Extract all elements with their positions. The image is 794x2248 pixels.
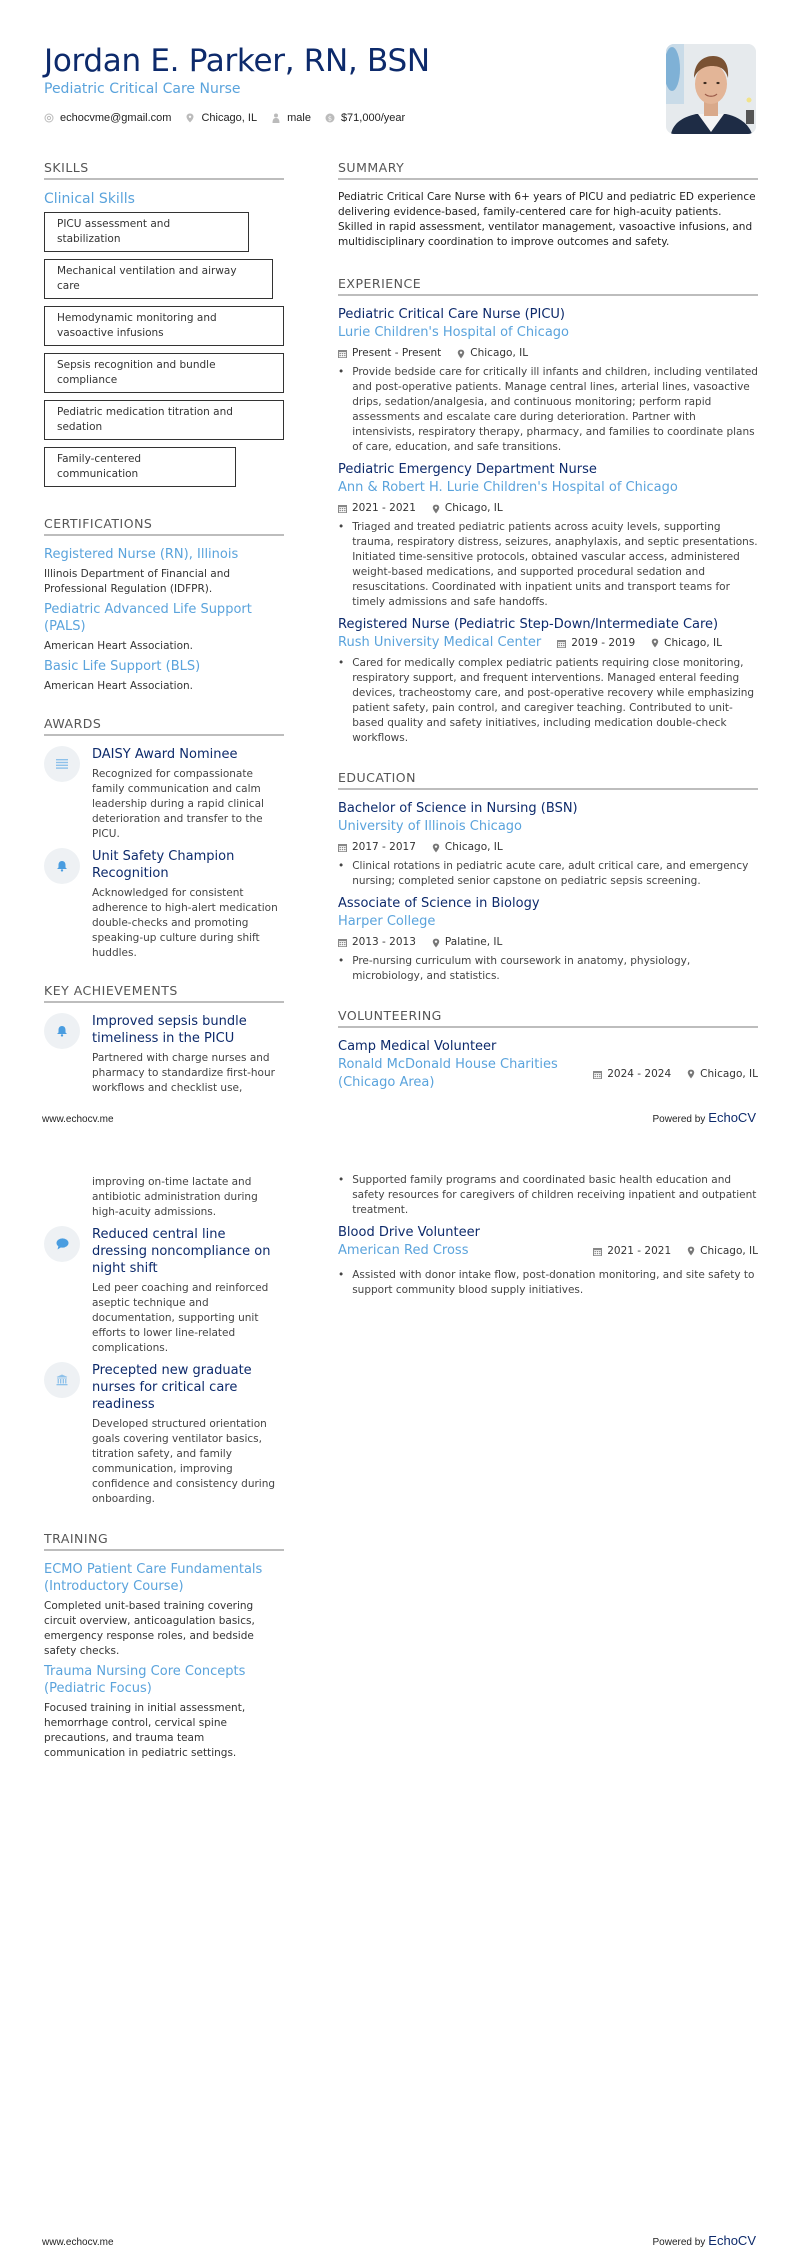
skills-section [44,160,284,494]
job-location: Chicago, IL [664,636,722,649]
contact-location [185,112,257,124]
achievement-item [44,1226,284,1356]
certification-issuer: Illinois Department of Financial and Professional Regulation (IDFPR). [44,568,231,595]
calendar-icon [338,843,347,852]
training-title: ECMO Patient Care Fundamentals (Introductory Course) [44,1562,263,1594]
volunteer-organization: Ronald McDonald House Charities (Chicago Area) [338,1057,558,1090]
certification-issuer: American Heart Association. [44,680,193,692]
award-title: DAISY Award Nominee [92,747,238,762]
education-dates: 2017 - 2017 [352,841,416,853]
left-column-continued [44,1175,284,1765]
awards-heading: AWARDS [44,716,284,736]
training-section [44,1531,284,1761]
at-icon [44,113,54,123]
skill-tag: Pediatric medication titration and sedation [44,400,284,440]
experience-item [338,616,758,746]
certification-title: Registered Nurse (RN), Illinois [44,547,239,562]
calendar-icon [338,504,347,513]
job-organization: Ann & Robert H. Lurie Children's Hospital of Chicago [338,480,678,495]
location-pin-icon [651,638,659,648]
footer-url[interactable]: www.echocv.me [42,2237,114,2248]
candidate-title: Pediatric Critical Care Nurse [44,81,241,97]
job-organization: Rush University Medical Center [338,635,542,650]
education-bullet: • Pre-nursing curriculum with coursework in anatomy, physiology, microbiology, and statistics. [338,955,691,982]
volunteering-section [338,1008,758,1092]
left-column [44,160,284,1102]
contact-list [44,112,644,124]
location-pin-icon [432,843,440,853]
profile-photo [666,44,756,134]
job-location: Chicago, IL [470,347,529,359]
job-bullet: • Cared for medically complex pediatric patients requiring close monitoring, respiratory support, and frequent interventions. Managed enteral feeding devices, tracheostomy care, and post-operative recovery while emphasizing patient safety, pain control, and caregiver teaching. Contributed to unit-based quality and safety initiatives, including medication double-check workflows. [338,657,755,744]
resume-header [44,42,644,124]
skill-tag: Sepsis recognition and bundle compliance [44,353,284,393]
right-column [338,160,758,1092]
training-item [44,1663,284,1761]
location-pin-icon [457,349,465,359]
achievement-item [44,1362,284,1507]
award-item [44,746,284,842]
certification-item [44,658,284,694]
education-meta [338,840,758,855]
volunteer-meta [593,1244,758,1259]
job-organization: Lurie Children's Hospital of Chicago [338,325,569,340]
education-item [338,800,758,889]
experience-heading: EXPERIENCE [338,276,758,296]
certification-title: Pediatric Advanced Life Support (PALS) [44,602,252,634]
training-description: Completed unit-based training covering circuit overview, anticoagulation basics, emergency response roles, and bedside safety checks. [44,1600,255,1657]
skill-tag: Hemodynamic monitoring and vasoactive infusions [44,306,284,346]
award-item [44,848,284,961]
job-location: Chicago, IL [444,502,503,514]
education-meta [338,935,758,950]
contact-salary [325,112,405,124]
summary-text: Pediatric Critical Care Nurse with 6+ years of PICU and pediatric ED experience delivering evidence-based, family-centered care for high-acuity patients. Skilled in rapid assessment, ventilator management, vasoactive infusions, and multidisciplinary coordination to improve outcomes and safety. [338,191,756,248]
certifications-section [44,516,284,694]
contact-email[interactable] [44,112,171,124]
training-title: Trauma Nursing Core Concepts (Pediatric Focus) [44,1664,246,1696]
volunteer-dates: 2024 - 2024 [607,1067,672,1080]
resume-page-2 [0,1123,794,2246]
volunteer-bullet: • Supported family programs and coordinated basic health education and safety resources for caregivers of children receiving inpatient and outpatient treatment. [338,1174,757,1216]
certifications-heading: CERTIFICATIONS [44,516,284,536]
achievements-section [44,983,284,1096]
award-description: Acknowledged for consistent adherence to high-alert medication double-checks and promoting speaking-up culture during shift huddles. [92,887,278,959]
achievement-description: Partnered with charge nurses and pharmacy to standardize first-hour workflows and checklist use, [92,1052,275,1094]
volunteer-dates: 2021 - 2021 [607,1244,672,1257]
skill-tag: Family-centered communication [44,447,236,487]
bell-icon [44,848,80,884]
powered-by: Powered by EchoCV [652,2233,756,2248]
calendar-icon [593,1247,602,1256]
powered-by: Powered by EchoCV [652,1110,756,1125]
education-heading: EDUCATION [338,770,758,790]
skills-group-title: Clinical Skills [44,191,135,207]
volunteering-item [338,1038,758,1092]
certification-issuer: American Heart Association. [44,640,193,652]
contact-email-text: echocvme@gmail.com [60,112,172,124]
job-dates: 2019 - 2019 [571,636,636,649]
job-dates: 2021 - 2021 [352,502,416,514]
school-name: University of Illinois Chicago [338,819,522,834]
achievement-item [44,1013,284,1096]
certification-item [44,546,284,597]
training-item [44,1561,284,1659]
location-pin-icon [432,938,440,948]
dollar-coin-icon [325,113,335,123]
job-meta [338,346,758,361]
education-bullet: • Clinical rotations in pediatric acute care, adult critical care, and emergency nursing; completed senior capstone on pediatric sepsis screening. [338,860,749,887]
achievement-title: Reduced central line dressing noncompliance on night shift [92,1227,271,1276]
volunteer-meta [593,1067,758,1082]
job-bullet: • Provide bedside care for critically ill infants and children, including ventilated and post-operative patients. Manage central lines, arterial lines, vasoactive drips, sedation/analgesia, and continuous monitoring; perform rapid assessments and escalate care during deterioration. Partner with intensivists, respiratory therapy, pharmacy, and families to coordinate plans of care, education, and safe transitions. [338,366,758,453]
volunteer-role: Camp Medical Volunteer [338,1039,497,1054]
education-location: Palatine, IL [444,936,503,948]
job-bullet: • Triaged and treated pediatric patients across acuity levels, supporting trauma, respiratory distress, seizures, anaphylaxis, and septic presentations. Initiated time-sensitive protocols, obtained vascular access, administered weight-based medications, and supported procedural sedation and resuscitations. Coordinated with inpatient units and transport teams for timely admissions and safe handoffs. [338,521,758,608]
contact-salary-text: $71,000/year [340,112,406,124]
job-dates: Present - Present [352,347,442,359]
experience-section [338,276,758,746]
calendar-icon [338,349,347,358]
education-section [338,770,758,984]
job-meta [338,501,758,516]
job-meta [557,636,722,651]
calendar-icon [557,639,566,648]
award-description: Recognized for compassionate family communication and calm leadership during a rapid clinical deterioration and transfer to the PICU. [92,768,264,840]
volunteer-role: Blood Drive Volunteer [338,1225,480,1240]
experience-item [338,461,758,610]
summary-heading: SUMMARY [338,160,758,180]
skill-tag: Mechanical ventilation and airway care [44,259,273,299]
skills-list [44,212,284,494]
school-name: Harper College [338,914,436,929]
institution-icon [44,1362,80,1398]
education-dates: 2013 - 2013 [352,936,416,948]
certification-item [44,601,284,654]
achievements-heading: KEY ACHIEVEMENTS [44,983,284,1003]
education-item [338,895,758,984]
calendar-icon [593,1070,602,1079]
footer-url[interactable]: www.echocv.me [42,1114,114,1125]
right-column-continued [338,1173,758,1298]
degree-title: Bachelor of Science in Nursing (BSN) [338,801,578,816]
volunteering-item [338,1224,758,1298]
volunteer-location: Chicago, IL [700,1067,758,1080]
achievement-item-continued [44,1175,284,1220]
svg-text:$: $ [327,114,333,123]
volunteer-location: Chicago, IL [700,1244,758,1257]
job-title: Pediatric Critical Care Nurse (PICU) [338,307,565,322]
location-pin-icon [687,1246,695,1256]
training-heading: TRAINING [44,1531,284,1551]
speech-bubble-icon [44,1226,80,1262]
achievement-title: Improved sepsis bundle timeliness in the PICU [92,1014,247,1046]
experience-item [338,306,758,455]
award-title: Unit Safety Champion Recognition [92,849,235,881]
list-icon [44,746,80,782]
bell-icon [44,1013,80,1049]
brand-name: EchoCV [708,1110,756,1125]
brand-name: EchoCV [708,2233,756,2248]
achievement-title: Precepted new graduate nurses for critical care readiness [92,1363,252,1412]
volunteer-bullet: • Assisted with donor intake flow, post-donation monitoring, and site safety to support community blood supply initiatives. [338,1269,755,1296]
resume-page-1 [0,0,794,1123]
location-pin-icon [687,1069,695,1079]
person-icon [271,113,281,123]
skill-tag: PICU assessment and stabilization [44,212,249,252]
summary-section [338,160,758,250]
job-title: Pediatric Emergency Department Nurse [338,462,597,477]
degree-title: Associate of Science in Biology [338,896,540,911]
contact-gender-text: male [287,112,311,124]
education-location: Chicago, IL [444,841,503,853]
certification-title: Basic Life Support (BLS) [44,659,201,674]
location-pin-icon [185,113,195,123]
awards-section [44,716,284,961]
contact-location-text: Chicago, IL [201,112,258,124]
candidate-name: Jordan E. Parker, RN, BSN [44,43,430,79]
calendar-icon [338,938,347,947]
location-pin-icon [432,504,440,514]
volunteering-heading: VOLUNTEERING [338,1008,758,1028]
contact-gender [271,112,311,124]
achievement-description: Led peer coaching and reinforced aseptic technique and documentation, supporting unit efforts to lower line-related complications. [92,1282,269,1354]
profile-photo-illustration [666,44,756,134]
achievement-description: Developed structured orientation goals covering ventilator basics, titration safety, and family communication, improving confidence and consistency during onboarding. [92,1418,276,1505]
job-title: Registered Nurse (Pediatric Step-Down/Intermediate Care) [338,617,719,632]
achievement-description: improving on-time lactate and antibiotic administration during high-acuity admissions. [92,1176,258,1218]
skills-heading: SKILLS [44,160,284,180]
training-description: Focused training in initial assessment, hemorrhage control, cervical spine precautions, and trauma team communication in pediatric settings. [44,1702,246,1759]
volunteer-organization: American Red Cross [338,1243,469,1258]
